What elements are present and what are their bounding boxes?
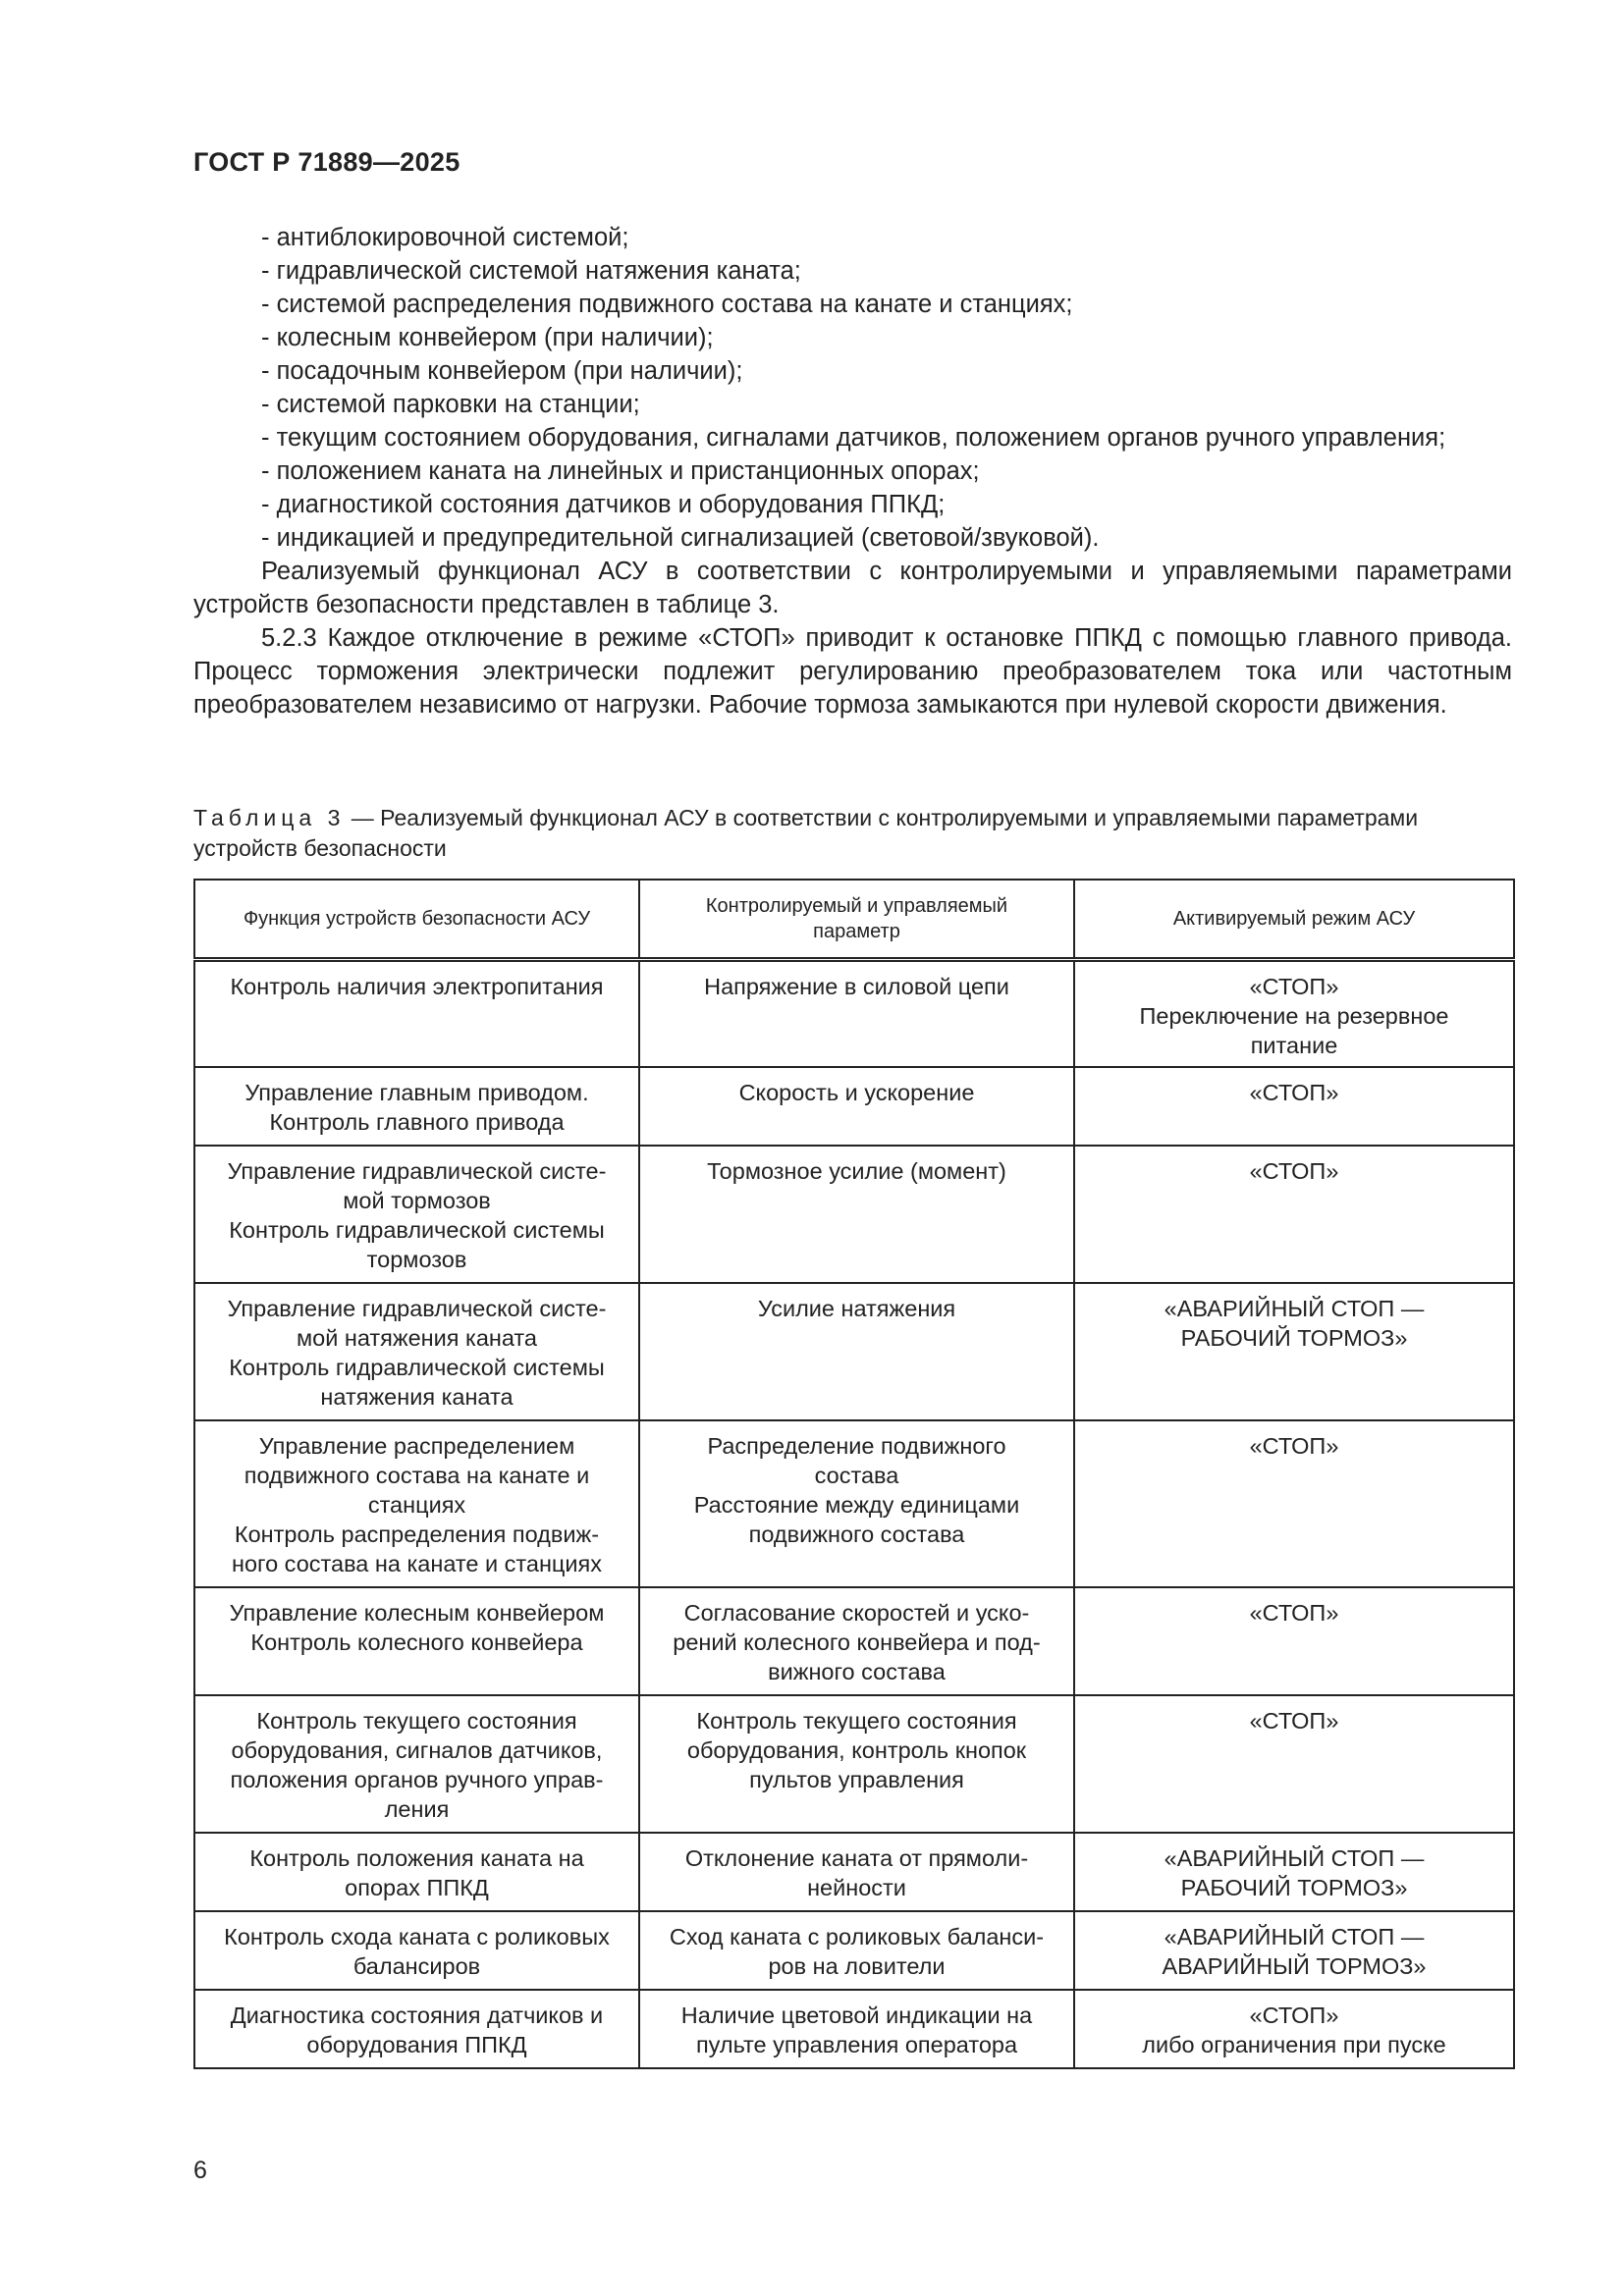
list-item: - текущим состоянием оборудования, сигналами датчиков, положением органов ручного управления; [261,424,1446,452]
table-cell: Согласование скоростей и уско- рений колесного конвейера и под- вижного состава [639,1587,1074,1695]
table-cell: Управление гидравлической систе- мой тормозов Контроль гидравлической системы тормозов [194,1146,639,1283]
table-cell: Отклонение каната от прямоли- нейности [639,1833,1074,1911]
table-cell: Управление колесным конвейером Контроль колесного конвейера [194,1587,639,1695]
table-cell: Контроль текущего состояния оборудования, контроль кнопок пультов управления [639,1695,1074,1833]
table-row [194,1283,1514,1420]
table-cell: «АВАРИЙНЫЙ СТОП — РАБОЧИЙ ТОРМОЗ» [1074,1833,1514,1911]
table-cell: Диагностика состояния датчиков и оборудования ППКД [194,1990,639,2068]
table-cell: «СТОП» Переключение на резервное питание [1074,960,1514,1068]
table-cell: Распределение подвижного состава Расстояние между единицами подвижного состава [639,1420,1074,1587]
table-cell: Управление распределением подвижного состава на канате и станциях Контроль распределения подвиж- ного состава на канате и станциях [194,1420,639,1587]
table-cell: «СТОП» [1074,1067,1514,1146]
table-row [194,1146,1514,1283]
table-caption-label: Таблица 3 [193,805,346,830]
body-text [193,221,1512,721]
table-row [194,1067,1514,1146]
table-cell: Контроль схода каната с роликовых балансиров [194,1911,639,1990]
list-item: - колесным конвейером (при наличии); [261,324,714,351]
table-cell: «СТОП» [1074,1146,1514,1283]
table-row [194,1911,1514,1990]
table-row [194,960,1514,1068]
table-row [194,1833,1514,1911]
table-cell: «СТОП» [1074,1587,1514,1695]
list-item: - системой распределения подвижного состава на канате и станциях; [261,291,1073,318]
table-cell: «АВАРИЙНЫЙ СТОП — РАБОЧИЙ ТОРМОЗ» [1074,1283,1514,1420]
table-cell: Управление гидравлической систе- мой натяжения каната Контроль гидравлической системы натяжения каната [194,1283,639,1420]
paragraph: 5.2.3 Каждое отключение в режиме «СТОП» приводит к остановке ППКД с помощью главного привода. Процесс торможения электрически подлежит регулированию преобразователем тока или частотным преобразователем независимо от нагрузки. Рабочие тормоза замыкаются при нулевой скорости движения. [193,624,1512,719]
table-cell: Сход каната с роликовых баланси- ров на ловители [639,1911,1074,1990]
table-cell: Контроль наличия электропитания [194,960,639,1068]
table-cell: Скорость и ускорение [639,1067,1074,1146]
page-number: 6 [193,2157,207,2184]
document-header: ГОСТ Р 71889—2025 [193,147,460,177]
paragraph: Реализуемый функционал АСУ в соответствии с контролируемыми и управляемыми параметрами устройств безопасности представлен в таблице 3. [193,558,1512,618]
table-row [194,1695,1514,1833]
list-item: - антиблокировочной системой; [261,224,629,251]
column-header: Функция устройств безопасности АСУ [194,880,639,960]
table-caption-text: — Реализуемый функционал АСУ в соответствии с контролируемыми и управляемыми параметрами устройств безопасности [193,805,1419,861]
table-row [194,1420,1514,1587]
table-header-row [194,880,1514,960]
table-cell: Напряжение в силовой цепи [639,960,1074,1068]
table-cell: Контроль положения каната на опорах ППКД [194,1833,639,1911]
table-cell: «СТОП» либо ограничения при пуске [1074,1990,1514,2068]
table-cell: «СТОП» [1074,1420,1514,1587]
table-row [194,1990,1514,2068]
list-item: - системой парковки на станции; [261,391,640,418]
table-cell: Усилие натяжения [639,1283,1074,1420]
table-cell: Контроль текущего состояния оборудования, сигналов датчиков, положения органов ручного управ- ления [194,1695,639,1833]
list-item: - диагностикой состояния датчиков и оборудования ППКД; [261,491,946,518]
column-header: Контролируемый и управляемый параметр [639,880,1074,960]
table-cell: Управление главным приводом. Контроль главного привода [194,1067,639,1146]
list-item: - гидравлической системой натяжения каната; [261,257,801,285]
table-cell: Наличие цветовой индикации на пульте управления оператора [639,1990,1074,2068]
table-cell: «АВАРИЙНЫЙ СТОП — АВАРИЙНЫЙ ТОРМОЗ» [1074,1911,1514,1990]
safety-functions-table [193,879,1515,2069]
list-item: - положением каната на линейных и пристанционных опорах; [261,457,980,485]
table-row [194,1587,1514,1695]
list-item: - индикацией и предупредительной сигнализацией (световой/звуковой). [261,524,1100,552]
list-item: - посадочным конвейером (при наличии); [261,357,743,385]
table-cell: «СТОП» [1074,1695,1514,1833]
table-caption [193,803,1512,864]
table-cell: Тормозное усилие (момент) [639,1146,1074,1283]
column-header: Активируемый режим АСУ [1074,880,1514,960]
